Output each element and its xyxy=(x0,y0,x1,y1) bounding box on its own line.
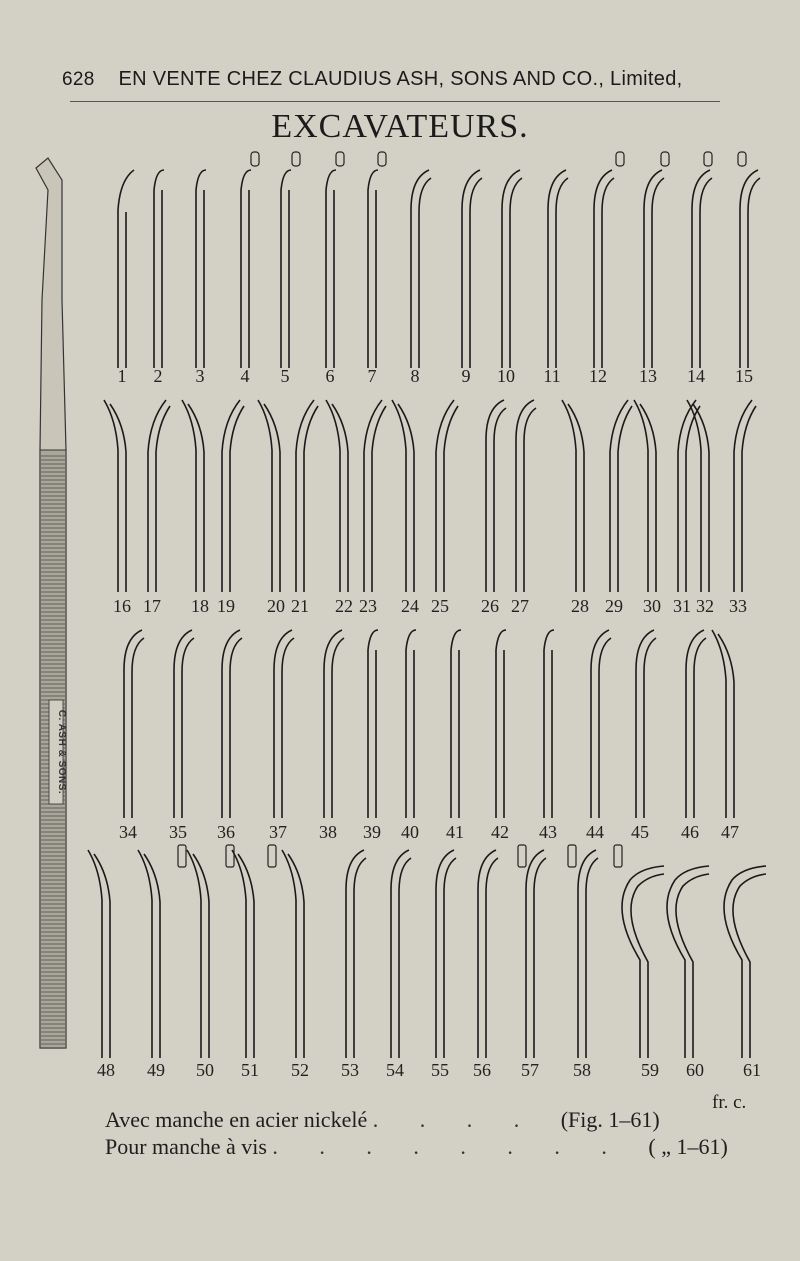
figure-number: 36 xyxy=(217,822,235,842)
excavator-drawing xyxy=(667,866,709,1058)
figure-number: 14 xyxy=(687,366,705,386)
excavator-drawing xyxy=(562,400,584,592)
figure-number: 61 xyxy=(743,1060,761,1080)
blade-tip-detail xyxy=(661,152,669,166)
figure-number: 55 xyxy=(431,1060,449,1080)
excavator-drawing xyxy=(544,630,554,818)
excavator-drawing xyxy=(196,170,206,368)
excavator-drawing xyxy=(502,170,522,368)
excavator-drawing xyxy=(324,630,344,818)
figure-number: 13 xyxy=(639,366,657,386)
excavator-drawing xyxy=(391,850,411,1058)
caption-ref: (Fig. 1–61) xyxy=(560,1107,660,1132)
figure-number: 17 xyxy=(143,596,161,616)
excavator-drawing xyxy=(406,630,416,818)
blade-tip-detail xyxy=(178,845,186,867)
figure-number: 22 xyxy=(335,596,353,616)
caption-row-2 xyxy=(105,1134,728,1160)
figure-number: 29 xyxy=(605,596,623,616)
excavator-drawing xyxy=(104,400,126,592)
figure-number: 2 xyxy=(153,366,163,386)
figure-number: 38 xyxy=(319,822,337,842)
figure-number: 54 xyxy=(386,1060,404,1080)
figure-number: 12 xyxy=(589,366,607,386)
figure-number: 33 xyxy=(729,596,747,616)
blade-tip-detail xyxy=(378,152,386,166)
excavator-drawing xyxy=(486,400,506,592)
page-title: EXCAVATEURS. xyxy=(271,108,529,145)
figure-number: 45 xyxy=(631,822,649,842)
excavator-drawing xyxy=(148,400,170,592)
excavator-drawing xyxy=(712,630,734,818)
figure-number: 23 xyxy=(359,596,377,616)
excavator-drawing xyxy=(436,850,456,1058)
blade-tip-detail xyxy=(614,845,622,867)
excavator-drawing xyxy=(241,170,251,368)
excavator-drawing xyxy=(526,850,546,1058)
excavator-drawing xyxy=(478,850,498,1058)
excavator-drawing xyxy=(644,170,664,368)
figure-number: 53 xyxy=(341,1060,359,1080)
blade-tip-detail xyxy=(292,152,300,166)
excavator-drawing xyxy=(124,630,144,818)
handle-maker-mark: C. ASH & SONS. xyxy=(56,709,67,795)
figure-number: 21 xyxy=(291,596,309,616)
figure-number: 60 xyxy=(686,1060,704,1080)
figure-number: 24 xyxy=(401,596,419,616)
handle-illustration xyxy=(36,158,67,1048)
excavator-drawing xyxy=(222,630,242,818)
excavator-drawing xyxy=(724,866,766,1058)
figure-number: 30 xyxy=(643,596,661,616)
excavator-drawing xyxy=(154,170,164,368)
excavator-drawing xyxy=(636,630,656,818)
figure-number: 11 xyxy=(543,366,561,386)
figure-number: 1 xyxy=(117,366,127,386)
excavator-drawing xyxy=(591,630,611,818)
blade-tip-detail xyxy=(568,845,576,867)
excavator-drawing xyxy=(692,170,712,368)
excavator-drawing xyxy=(594,170,614,368)
excavator-drawing xyxy=(174,630,194,818)
blade-tip-detail xyxy=(616,152,624,166)
excavator-drawing xyxy=(138,850,160,1058)
figure-number: 51 xyxy=(241,1060,259,1080)
excavator-drawing xyxy=(686,630,706,818)
page-number: 628 xyxy=(62,69,95,90)
excavator-drawing xyxy=(411,170,431,368)
figure-number: 20 xyxy=(267,596,285,616)
excavator-drawing xyxy=(222,400,244,592)
excavator-drawing xyxy=(578,850,598,1058)
excavator-drawing xyxy=(182,400,204,592)
figure-number: 39 xyxy=(363,822,381,842)
figure-number: 18 xyxy=(191,596,209,616)
figure-number: 31 xyxy=(673,596,691,616)
caption-ref: ( „ 1–61) xyxy=(648,1134,728,1159)
excavator-drawing xyxy=(368,630,378,818)
figure-number: 28 xyxy=(571,596,589,616)
excavator-drawing xyxy=(516,400,536,592)
excavator-drawing xyxy=(326,170,336,368)
figure-number: 43 xyxy=(539,822,557,842)
blade-tip-detail xyxy=(738,152,746,166)
figure-number: 25 xyxy=(431,596,449,616)
figure-number: 7 xyxy=(367,366,377,386)
figure-number: 50 xyxy=(196,1060,214,1080)
figure-number: 47 xyxy=(721,822,739,842)
figure-number: 6 xyxy=(325,366,335,386)
leader-dots: . . . . . . . . xyxy=(272,1134,649,1159)
figure-number: 5 xyxy=(280,366,290,386)
figure-number: 16 xyxy=(113,596,131,616)
excavator-drawing xyxy=(232,850,254,1058)
excavator-drawing xyxy=(187,850,209,1058)
figure-number: 10 xyxy=(497,366,515,386)
excavator-drawing xyxy=(274,630,294,818)
blade-tip-detail xyxy=(251,152,259,166)
figure-number: 49 xyxy=(147,1060,165,1080)
figure-number: 46 xyxy=(681,822,699,842)
excavator-drawing xyxy=(281,170,291,368)
blade-tip-detail xyxy=(268,845,276,867)
blade-tip-detail xyxy=(704,152,712,166)
figure-number: 3 xyxy=(195,366,205,386)
excavator-drawing xyxy=(496,630,506,818)
figure-number: 56 xyxy=(473,1060,491,1080)
excavator-drawing xyxy=(258,400,280,592)
figure-number: 26 xyxy=(481,596,499,616)
excavator-drawing xyxy=(346,850,366,1058)
figure-number: 48 xyxy=(97,1060,115,1080)
figure-number: 57 xyxy=(521,1060,539,1080)
caption-text: Avec manche en acier nickelé xyxy=(105,1107,368,1132)
excavator-drawing xyxy=(282,850,304,1058)
excavator-drawing xyxy=(734,400,756,592)
figure-number: 44 xyxy=(586,822,604,842)
figure-number: 15 xyxy=(735,366,753,386)
running-head: EN VENTE CHEZ CLAUDIUS ASH, SONS AND CO., Limited, xyxy=(118,68,683,90)
excavator-drawing xyxy=(326,400,348,592)
excavator-drawing xyxy=(436,400,458,592)
excavator-drawing xyxy=(88,850,110,1058)
figure-number: 42 xyxy=(491,822,509,842)
figure-number: 59 xyxy=(641,1060,659,1080)
excavator-drawing xyxy=(364,400,386,592)
excavator-drawing xyxy=(622,866,664,1058)
excavator-drawing xyxy=(548,170,568,368)
blade-tip-detail xyxy=(518,845,526,867)
excavator-drawing xyxy=(392,400,414,592)
blade-tip-detail xyxy=(226,845,234,867)
figure-number: 32 xyxy=(696,596,714,616)
figure-number: 9 xyxy=(461,366,471,386)
figure-number: 40 xyxy=(401,822,419,842)
excavator-drawing xyxy=(678,400,700,592)
figure-number: 37 xyxy=(269,822,287,842)
figure-number: 52 xyxy=(291,1060,309,1080)
blade-tip-detail xyxy=(336,152,344,166)
excavator-drawing xyxy=(740,170,760,368)
figure-number: 4 xyxy=(240,366,250,386)
figure-number: 34 xyxy=(119,822,137,842)
price-unit: fr. c. xyxy=(712,1092,747,1113)
excavator-drawing xyxy=(118,170,134,368)
caption-text: Pour manche à vis xyxy=(105,1134,267,1159)
excavator-drawing xyxy=(462,170,482,368)
excavator-drawing xyxy=(451,630,461,818)
excavator-drawing xyxy=(368,170,378,368)
caption-row-1 xyxy=(105,1107,660,1133)
figure-number: 27 xyxy=(511,596,529,616)
excavator-drawing xyxy=(610,400,632,592)
figure-number: 41 xyxy=(446,822,464,842)
excavator-drawings xyxy=(88,152,766,1058)
excavator-drawing xyxy=(296,400,318,592)
figure-number: 58 xyxy=(573,1060,591,1080)
excavator-drawing xyxy=(634,400,656,592)
leader-dots: . . . . xyxy=(372,1107,561,1132)
figure-number: 35 xyxy=(169,822,187,842)
figure-number: 8 xyxy=(410,366,420,386)
figure-number: 19 xyxy=(217,596,235,616)
